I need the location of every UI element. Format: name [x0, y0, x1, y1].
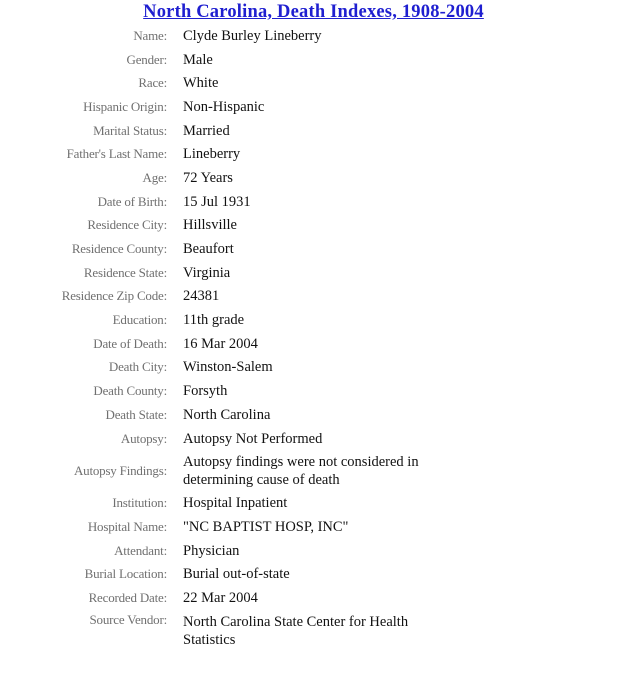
record-row-date-of-death — [0, 332, 627, 356]
field-value: 11th grade — [183, 312, 245, 329]
record-row-age — [0, 166, 627, 190]
record-row-marital-status — [0, 119, 627, 143]
field-label: Race: — [138, 75, 167, 91]
field-label: Gender: — [126, 51, 167, 67]
field-label: Marital Status: — [93, 122, 167, 138]
record-row-race — [0, 71, 627, 95]
field-value: Hillsville — [183, 217, 237, 234]
record-row-death-county — [0, 379, 627, 403]
field-label: Institution: — [112, 495, 167, 511]
field-value: 22 Mar 2004 — [183, 589, 258, 606]
record-row-autopsy-findings — [0, 450, 627, 491]
field-value: 24381 — [183, 288, 220, 305]
field-value: Burial out-of-state — [183, 566, 290, 583]
field-value: Lineberry — [183, 146, 241, 163]
field-label: Father's Last Name: — [66, 146, 167, 162]
record-row-education — [0, 308, 627, 332]
record-row-residence-zip-code — [0, 285, 627, 309]
record-row-recorded-date — [0, 586, 627, 610]
field-label: Hispanic Origin: — [83, 98, 167, 114]
record-row-residence-county — [0, 237, 627, 261]
field-label: Residence State: — [83, 264, 167, 280]
record-row-fathers-last-name — [0, 142, 627, 166]
field-value: Winston-Salem — [183, 359, 273, 376]
page-title[interactable]: North Carolina, Death Indexes, 1908-2004 — [143, 2, 484, 22]
field-value: Beaufort — [183, 241, 234, 258]
field-value: North Carolina — [183, 406, 271, 423]
field-value: 15 Jul 1931 — [183, 193, 251, 210]
field-value: Autopsy Not Performed — [183, 430, 323, 447]
field-value: Male — [183, 51, 213, 68]
record-row-burial-location — [0, 562, 627, 586]
field-label: Attendant: — [114, 542, 167, 558]
field-label: Age: — [142, 169, 167, 185]
field-value: Non-Hispanic — [183, 98, 265, 115]
field-label: Death State: — [105, 406, 167, 422]
record-row-death-state — [0, 403, 627, 427]
field-label: Death City: — [108, 359, 167, 375]
record-row-attendant — [0, 539, 627, 563]
field-label: Autopsy: — [120, 430, 167, 446]
record-row-gender — [0, 48, 627, 72]
record-row-residence-city — [0, 214, 627, 238]
field-value: North Carolina State Center for Health Statistics — [183, 613, 409, 648]
field-label: Date of Death: — [93, 335, 167, 351]
field-label: Burial Location: — [84, 566, 167, 582]
field-value: "NC BAPTIST HOSP, INC" — [183, 518, 349, 535]
record-row-autopsy — [0, 427, 627, 451]
field-value: White — [183, 75, 219, 92]
field-label: Date of Birth: — [97, 193, 167, 209]
record-row-date-of-birth — [0, 190, 627, 214]
field-value: Forsyth — [183, 383, 228, 400]
field-label: Residence County: — [71, 241, 167, 257]
field-label: Autopsy Findings: — [73, 462, 167, 478]
field-value: Clyde Burley Lineberry — [183, 27, 322, 44]
record-row-residence-state — [0, 261, 627, 285]
field-label: Source Vendor: — [89, 611, 167, 627]
field-value: 72 Years — [183, 169, 233, 186]
field-value: Autopsy findings were not considered in determining cause of death — [183, 454, 419, 489]
record-row-death-city — [0, 356, 627, 380]
field-value: 16 Mar 2004 — [183, 335, 258, 352]
record-table — [0, 24, 627, 651]
record-row-name — [0, 24, 627, 48]
field-label: Hospital Name: — [87, 518, 167, 534]
field-value: Physician — [183, 542, 240, 559]
field-label: Death County: — [93, 383, 167, 399]
record-row-source-vendor — [0, 610, 627, 651]
field-value: Hospital Inpatient — [183, 495, 288, 512]
field-label: Residence Zip Code: — [61, 288, 167, 304]
field-label: Residence City: — [87, 217, 167, 233]
field-label: Recorded Date: — [88, 589, 167, 605]
field-value: Virginia — [183, 264, 231, 281]
field-value: Married — [183, 122, 230, 139]
record-row-institution — [0, 491, 627, 515]
record-row-hispanic-origin — [0, 95, 627, 119]
field-label: Name: — [133, 27, 167, 43]
record-row-hospital-name — [0, 515, 627, 539]
field-label: Education: — [112, 312, 167, 328]
